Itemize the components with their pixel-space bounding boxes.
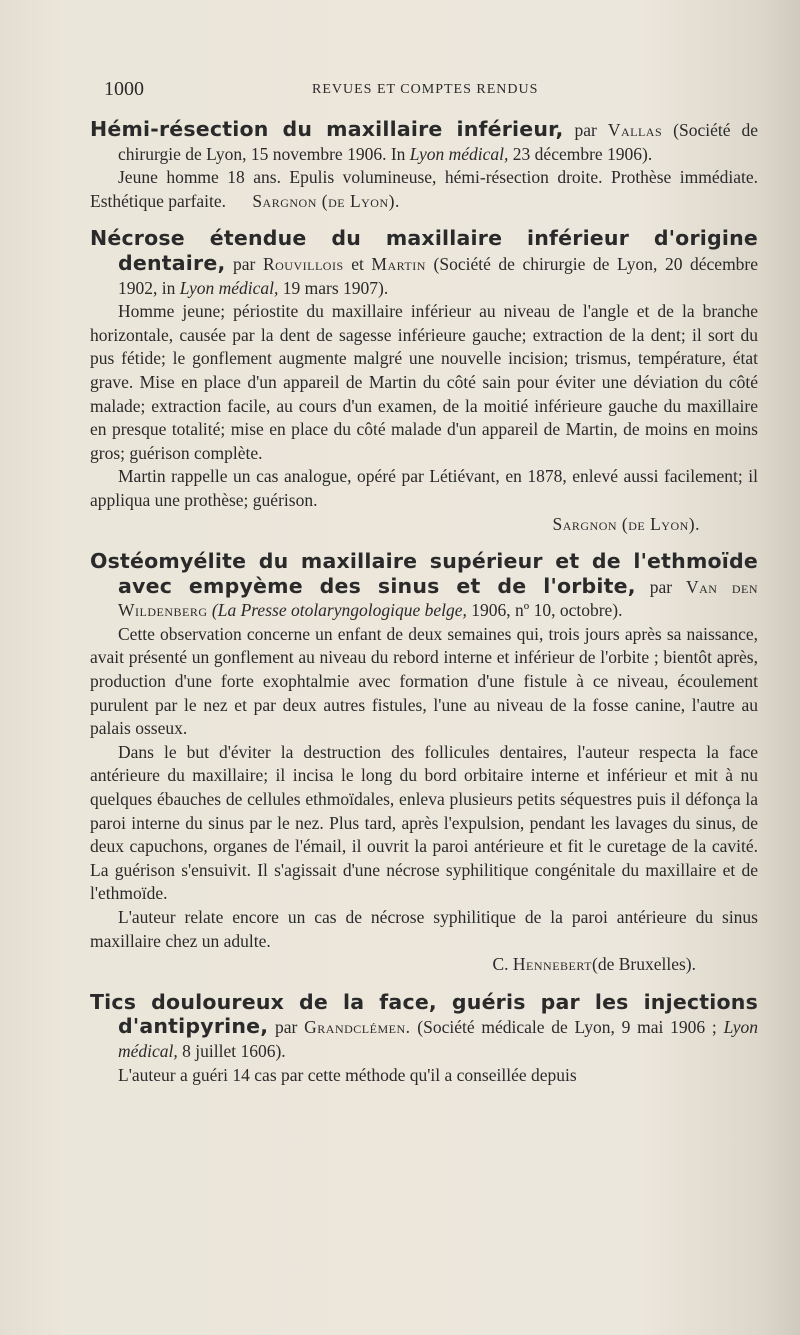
entry-ref-b: 19 mars 1907). [282, 277, 389, 298]
entry-title: Nécrose étendue du maxillaire inférieur d'origine dentaire, [90, 226, 758, 275]
entry-ref-b: 8 juillet 1606). [182, 1040, 286, 1061]
running-title: REVUES ET COMPTES RENDUS [312, 82, 539, 97]
entry-paragraph: Homme jeune; périostite du maxillaire inférieur au niveau de l'angle et de la branche horizontale, causée par la dent de sagesse inférieure gauche; extraction de la dent; il sort du pus fétide; le gonflement augmente malgré une nouvelle incision; trismus, température, état grave. Mise en place d'un appareil de Martin du côté sain pour éviter une déviation du côté malade; extraction facile, au cours d'un examen, de la moitié inférieure gauche du maxillaire en presque totalité; mise en place du côté malade d'un appareil de Martin, de moins en moins gros; guérison complète. [90, 301, 758, 463]
paragraph-text: Jeune homme 18 ans. Epulis volumineuse, hémi-résection droite. Prothèse immédiate. Esthétique parfaite. [90, 167, 758, 211]
entry-title: Hémi-résection du maxillaire inférieur, [90, 117, 564, 141]
entry-by: par [233, 253, 256, 274]
entry-signature: Sargnon (de Lyon). [552, 513, 700, 534]
entry-title: Ostéomyélite du maxillaire supérieur et de l'ethmoïde avec empyème des sinus et de l'orbite, [90, 549, 758, 598]
entry-journal: Lyon médical, [409, 143, 509, 164]
entry-journal: (La Presse otolaryngologique belge, [211, 600, 467, 621]
entry-paragraph: Martin rappelle un cas analogue, opéré par Létiévant, en 1878, enlevé aussi facilement; il appliqua une prothèse; guérison. [90, 466, 758, 510]
entry-author: Van den Wildenberg [118, 576, 759, 621]
entry-and: et [351, 253, 364, 274]
entry-by: par [649, 576, 673, 597]
entry-paragraph: L'auteur a guéri 14 cas par cette méthode qu'il a conseillée depuis [118, 1064, 577, 1085]
review-entry [90, 991, 758, 1087]
entry-ref-a: (Société de chirurgie de Lyon, 20 décembre 1902, in [118, 253, 759, 298]
entry-paragraph [90, 166, 758, 213]
signature-initial: C. [492, 954, 509, 975]
signature-place: (de Bruxelles). [592, 954, 696, 975]
entry-author-2: Martin [371, 253, 426, 274]
entry-reference [90, 550, 758, 623]
entry-ref-a: (Société de chirurgie de Lyon, 15 novembre 1906. In [118, 120, 759, 164]
entry-by: par [574, 120, 597, 140]
entry-reference [90, 991, 758, 1064]
entry-paragraph: Dans le but d'éviter la destruction des follicules dentaires, l'auteur respecta la face antérieure du maxillaire; il incisa le long du bord orbitaire interne et inférieur et mit à nu quelques ébauches de cellules ethmoïdales, enleva plusieurs petits séquestres puis il défonça la paroi interne du sinus par le nez. Plus tard, après l'expulsion, pendant les lavages du sinus, de deux capuchons, organes de l'émail, il ouvrit la paroi antérieure et fit le curetage de la cavité. La guérison s'ensuivit. Il s'agissait d'une nécrose syphilitique congénitale du maxillaire et de l'ethmoïde. [90, 741, 758, 904]
review-entry [90, 550, 758, 977]
page-number: 1000 [104, 78, 144, 100]
entry-paragraph: Cette observation concerne un enfant de deux semaines qui, trois jours après sa naissance, avait présenté un gonflement au niveau du rebord interne et inférieur de l'orbite ; bientôt après, production d'une forte exophtalmie avec formation d'une fistule à ce niveau, écoulement purulent par le nez et par deux autres fistules, l'une au niveau de la fosse canine, l'autre au palais osseux. [90, 623, 758, 739]
entry-title: Tics douloureux de la face, guéris par les injections d'antipyrine, [90, 989, 758, 1039]
entry-journal: Lyon médical, [118, 1017, 759, 1061]
entry-author: Vallas [607, 120, 663, 140]
entry-author: Rouvillois [262, 253, 344, 274]
entry-ref-b: 23 décembre 1906). [512, 143, 653, 164]
entry-signature-line [90, 513, 758, 537]
entry-signature: Sargnon (de Lyon). [252, 190, 400, 211]
entry-paragraph: L'auteur relate encore un cas de nécrose syphilitique de la paroi antérieure du sinus maxillaire chez un adulte. [90, 907, 758, 951]
entry-signature-line [90, 953, 758, 977]
review-entry [90, 118, 758, 213]
entry-reference [90, 227, 758, 300]
entry-reference [90, 118, 758, 166]
entry-author: Grandclémen. [304, 1017, 411, 1038]
entry-journal: Lyon médical, [179, 277, 279, 298]
entry-by: par [275, 1017, 298, 1038]
entry-ref-a: (Société médicale de Lyon, 9 mai 1906 ; [417, 1017, 717, 1038]
text-column [90, 118, 758, 1101]
entry-signature: Hennebert [512, 954, 592, 975]
entry-ref-b: 1906, nº 10, octobre). [471, 600, 623, 621]
review-entry [90, 227, 758, 536]
